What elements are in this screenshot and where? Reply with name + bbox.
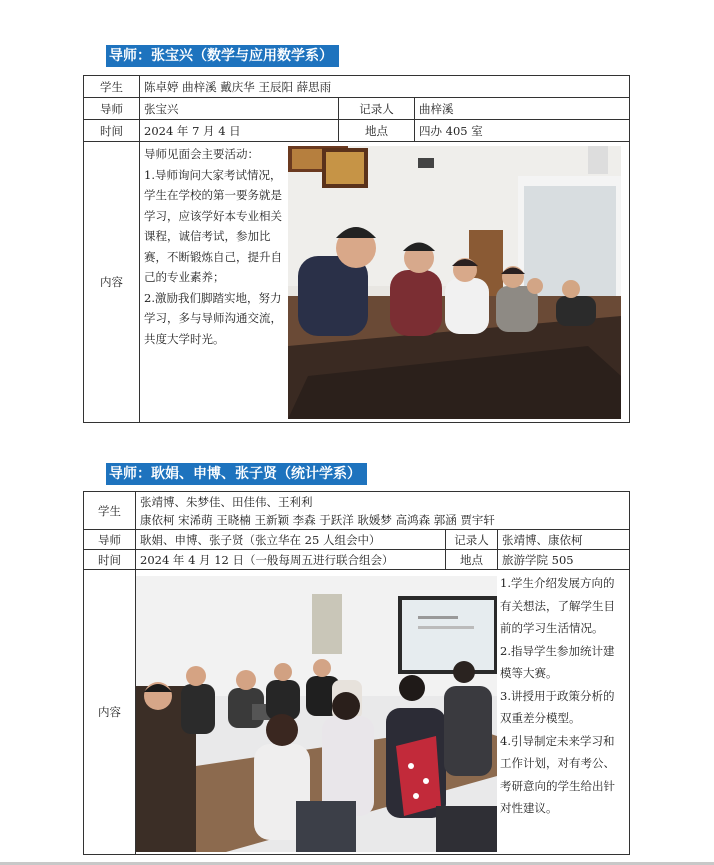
activity-list	[500, 572, 615, 820]
activity-item: 2.激励我们脚踏实地，努力学习，多与导师沟通交流，共度大学时光。	[144, 290, 282, 346]
students-value: 陈卓婷 曲梓溪 戴庆华 王辰阳 薛思雨	[140, 76, 630, 98]
activity-item: 1.导师询问大家考试情况，学生在学校的第一要务就是学习，应该学好本专业相关课程，诚信考试，参加比赛，不断锻炼自己，提升自己的专业素养；	[144, 167, 282, 284]
content-label: 内容	[84, 570, 136, 855]
content-cell	[136, 570, 630, 855]
content-cell	[140, 142, 630, 423]
activity-intro: 导师见面会主要活动：	[144, 147, 259, 161]
activity-list	[144, 144, 287, 349]
section1-heading: 导师：张宝兴（数学与应用数学系）	[106, 45, 339, 67]
recorder-label: 记录人	[446, 530, 498, 550]
activity-item: 1.学生介绍发展方向的有关想法，了解学生目前的学习生活情况。	[500, 576, 615, 635]
section1-table	[83, 75, 630, 423]
students-label: 学生	[84, 76, 140, 98]
meeting-photo	[288, 146, 621, 419]
place-label: 地点	[339, 120, 415, 142]
advisor-label: 导师	[84, 530, 136, 550]
activity-item: 4.引导制定未来学习和工作计划，对有考公、考研意向的学生给出针对性建议。	[500, 733, 615, 815]
recorder-value: 张靖博、康依柯	[498, 530, 630, 550]
students-label: 学生	[84, 492, 136, 530]
students-line: 张靖博、朱梦佳、田佳伟、王利利	[140, 494, 313, 509]
students-value	[136, 492, 630, 530]
time-label: 时间	[84, 550, 136, 570]
content-label: 内容	[84, 142, 140, 423]
place-label: 地点	[446, 550, 498, 570]
place-value: 四办 405 室	[415, 120, 630, 142]
time-value: 2024 年 7 月 4 日	[140, 120, 339, 142]
section2-heading: 导师：耿娟、申博、张子贤（统计学系）	[106, 463, 367, 485]
recorder-label: 记录人	[339, 98, 415, 120]
recorder-value: 曲梓溪	[415, 98, 630, 120]
time-label: 时间	[84, 120, 140, 142]
students-line: 康依柯 宋浠萌 王晓楠 王新颖 李森 于跃洋 耿媛梦 高鸿森 郭涵 贾宇轩	[140, 512, 495, 527]
meeting-photo	[136, 576, 497, 852]
advisor-label: 导师	[84, 98, 140, 120]
place-value: 旅游学院 505	[498, 550, 630, 570]
section2-table	[83, 491, 630, 855]
activity-item: 2.指导学生参加统计建模等大赛。	[500, 643, 615, 680]
advisor-value: 耿娟、申博、张子贤（张立华在 25 人组会中）	[136, 530, 446, 550]
activity-item: 3.讲授用于政策分析的双重差分模型。	[500, 688, 615, 725]
advisor-value: 张宝兴	[140, 98, 339, 120]
time-value: 2024 年 4 月 12 日（一般每周五进行联合组会）	[136, 550, 446, 570]
